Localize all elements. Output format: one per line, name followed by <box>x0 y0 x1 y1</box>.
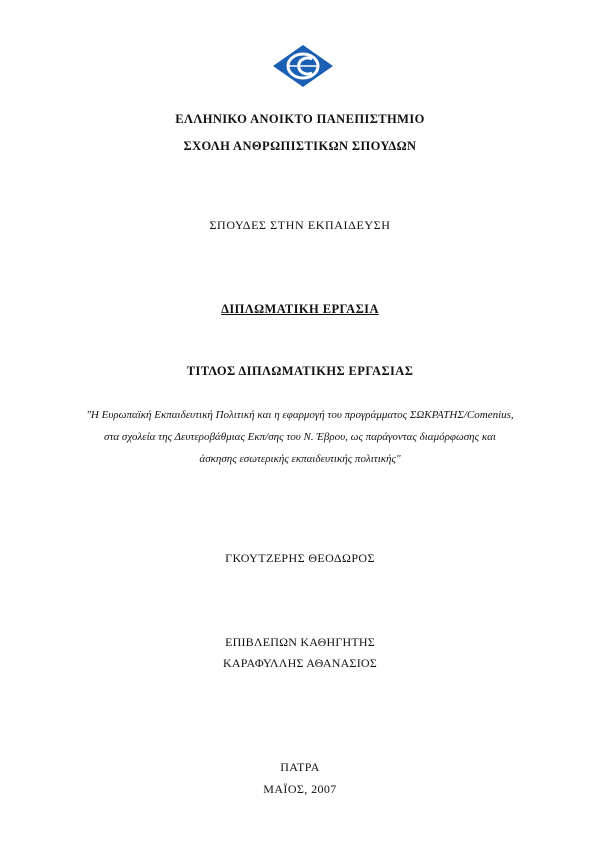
thesis-title-line: στα σχολεία της Δευτεροβάθμιας Εκπ/σης του Ν. Έβρου, ως παράγοντας διαμόρφωσης και <box>104 431 496 443</box>
supervisor-label: ΕΠΙΒΛΕΠΩΝ ΚΑΘΗΓΗΤΗΣ <box>225 635 375 649</box>
thesis-heading <box>0 302 600 317</box>
program-name: ΣΠΟΥΔΕΣ ΣΤΗΝ ΕΚΠΑΙΔΕΥΣΗ <box>209 218 391 232</box>
thesis-title-line: άσκησης εσωτερικής εκπαιδευτικής πολιτικής" <box>199 453 401 465</box>
date: ΜΑΪΟΣ, 2007 <box>263 782 337 796</box>
school-name: ΣΧΟΛΗ ΑΝΘΡΩΠΙΣΤΙΚΩΝ ΣΠΟΥΔΩΝ <box>183 139 417 153</box>
thesis-title-line: "Η Ευρωπαϊκή Εκπαιδευτική Πολιτική και η εφαρμογή του προγράμματος ΣΩΚΡΑΤΗΣ/Comenius, <box>86 409 514 421</box>
city: ΠΑΤΡΑ <box>280 760 320 774</box>
title-heading: ΤΙΤΛΟΣ ΔΙΠΛΩΜΑΤΙΚΗΣ ΕΡΓΑΣΙΑΣ <box>186 364 414 378</box>
eap-university-logo <box>272 44 334 88</box>
university-name: ΕΛΛΗΝΙΚΟ ΑΝΟΙΚΤΟ ΠΑΝΕΠΙΣΤΗΜΙΟ <box>175 112 425 126</box>
author-name: ΓΚΟΥΤΖΕΡΗΣ ΘΕΟΔΩΡΟΣ <box>225 551 375 565</box>
thesis-title <box>40 404 560 470</box>
thesis-heading-text: ΔΙΠΛΩΜΑΤΙΚΗ ΕΡΓΑΣΙΑ <box>221 302 379 316</box>
supervisor-name: ΚΑΡΑΦΥΛΛΗΣ ΑΘΑΝΑΣΙΟΣ <box>223 656 377 670</box>
